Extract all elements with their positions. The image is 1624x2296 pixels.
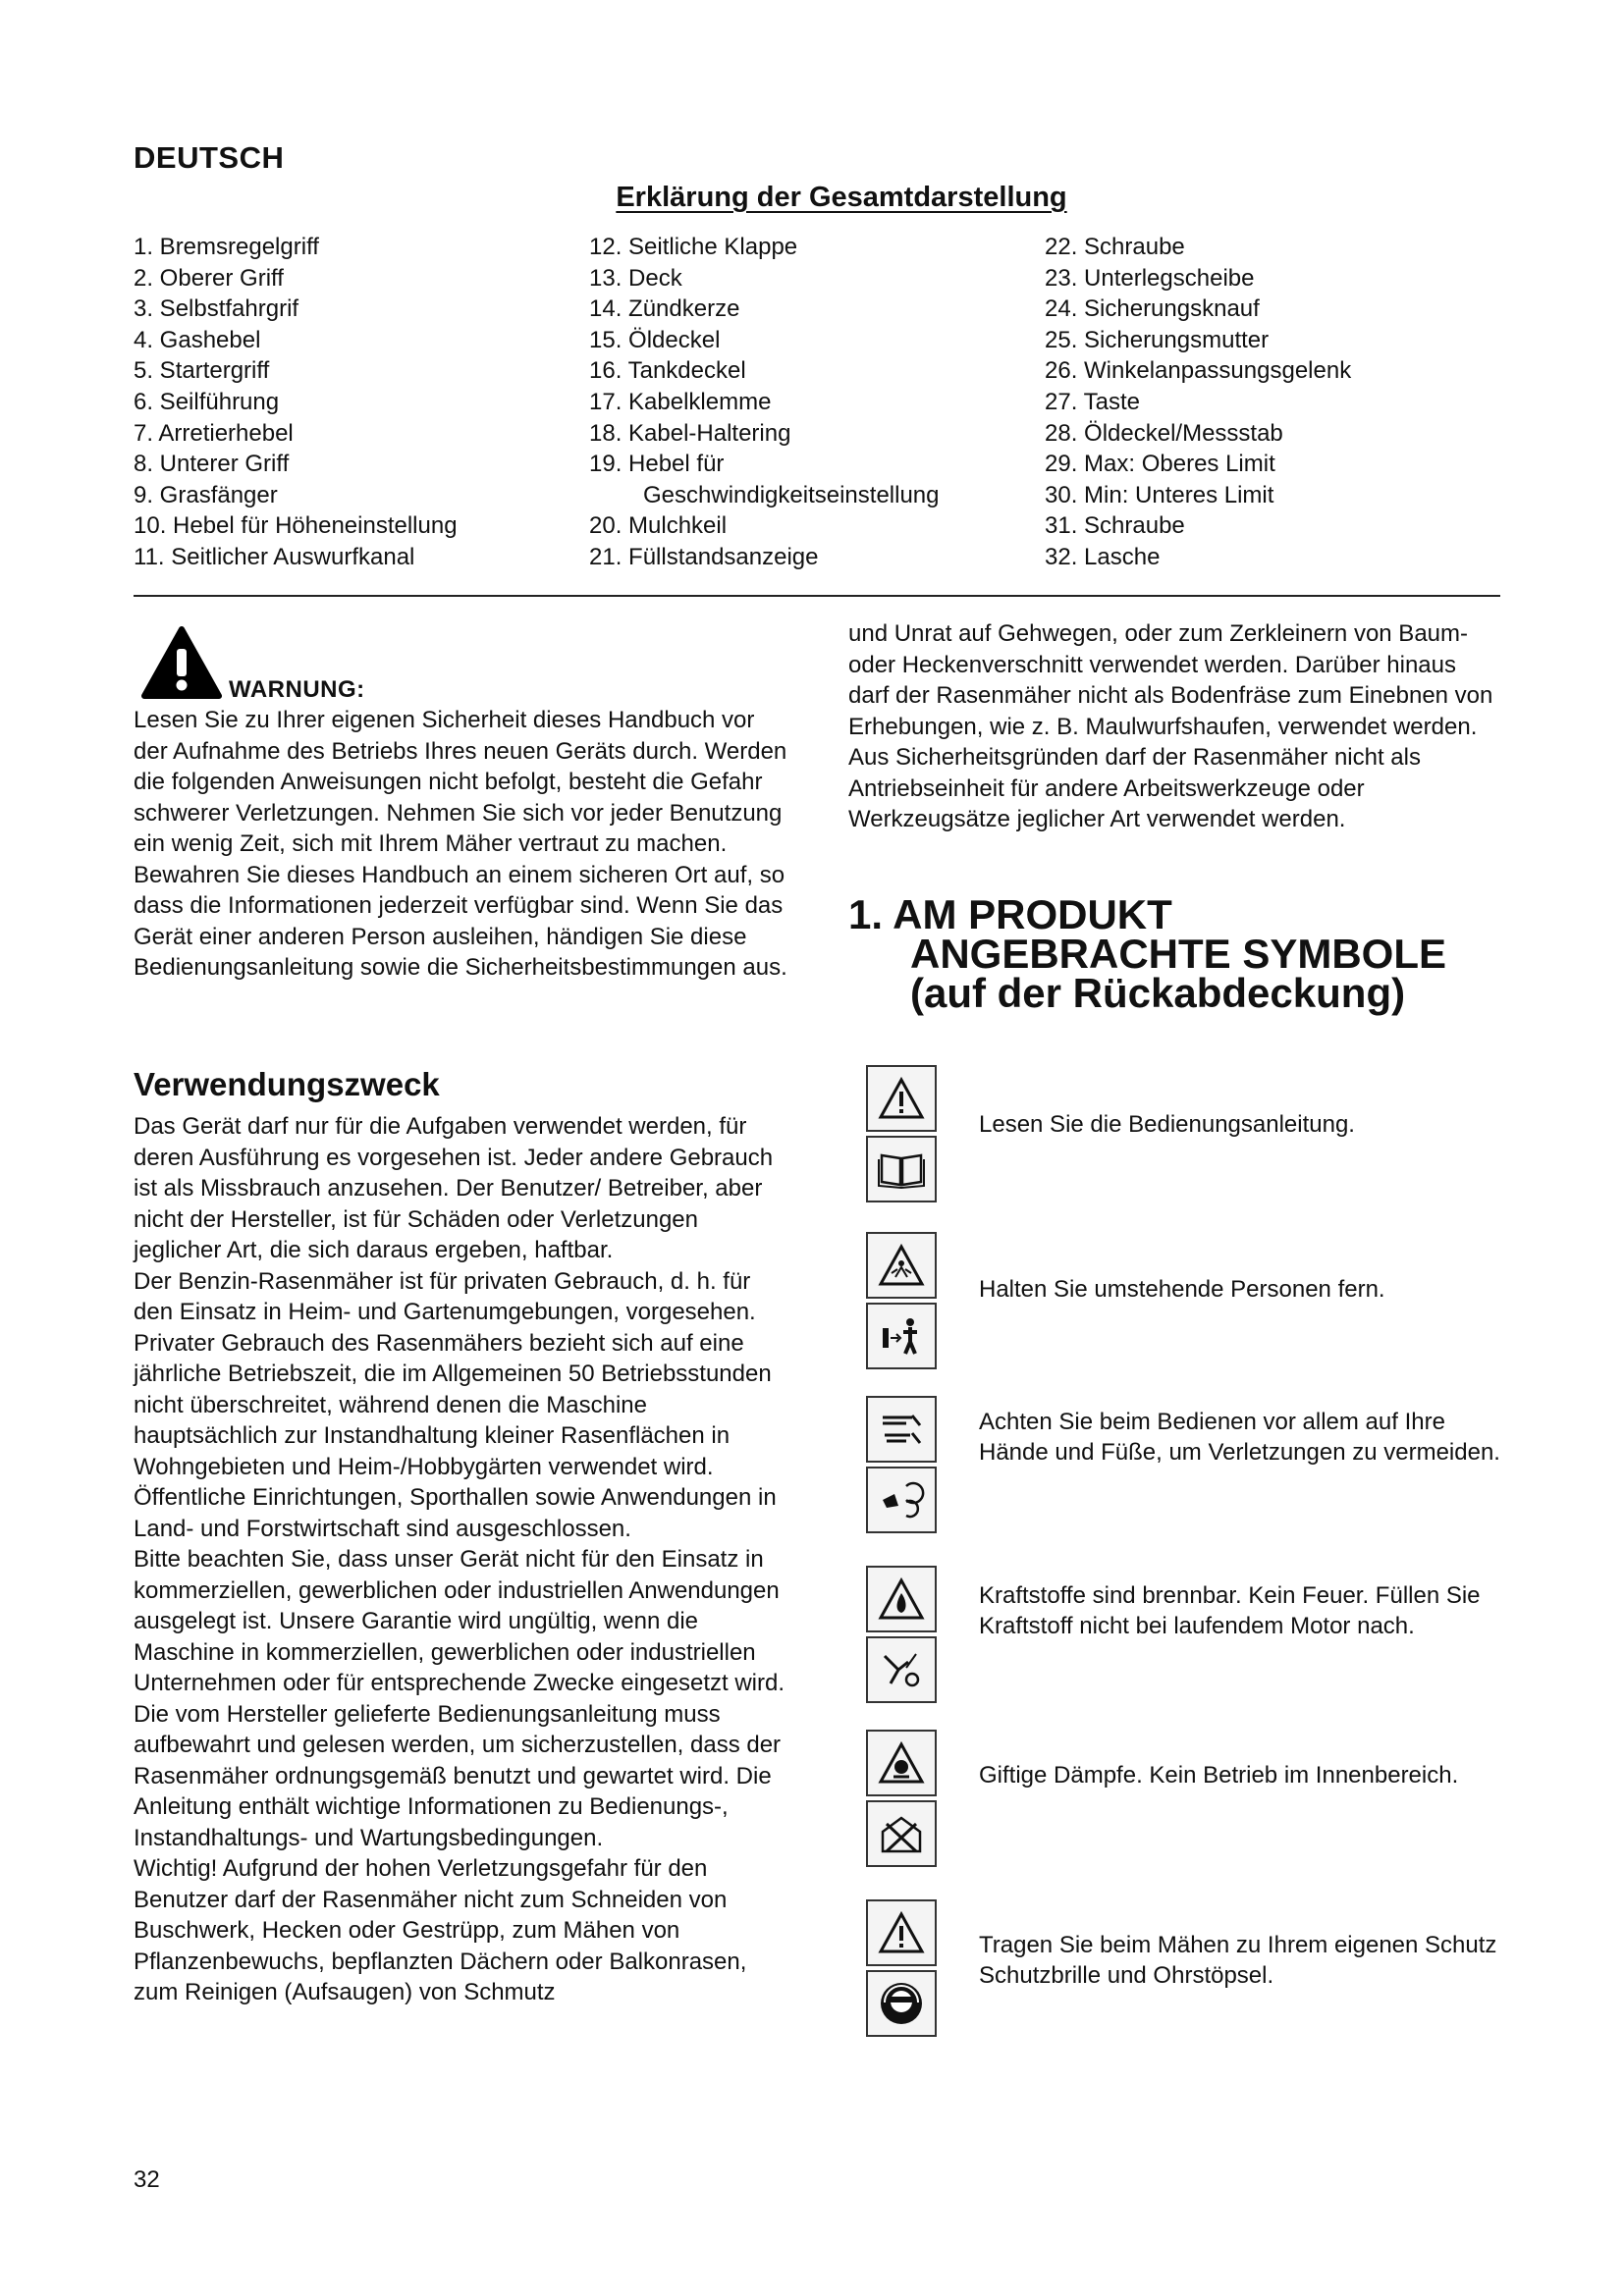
legend-item: 21. Füllstandsanzeige [589, 543, 819, 570]
legend-item: 8. Unterer Griff [134, 451, 290, 478]
usage-continued [848, 618, 1501, 835]
legend-item: 5. Startergriff [134, 357, 270, 385]
symbol-toxic-fumes [866, 1730, 937, 1871]
legend-title: Erklärung der Gesamtdarstellung [616, 182, 1067, 213]
usage-paragraph: Der Benzin-Rasenmäher ist für privaten Gebrauch, d. h. für den Einsatz in Heim- und Gartenumgebungen, vorgesehen. Privater Gebrauch des Rasenmähers bezieht sich auf eine jährliche Betriebszeit, die im Allgemeinen 50 Betriebsstunden nicht überschreitet, während denen die Maschine hauptsächlich zur Instandhaltung kleiner Rasenflächen in Wohngebieten und Heim-/Hobbygärten verwendet wird. Öffentliche Einrichtungen, Sporthallen sowie Anwendungen in Land- und Forstwirtschaft sind ausgeschlossen. [134, 1267, 777, 1542]
foot-cut-icon [866, 1467, 937, 1533]
symbol-text: Halten Sie umstehende Personen fern. [979, 1276, 1385, 1303]
legend-item: 20. Mulchkeil [589, 512, 728, 540]
warning-triangle-icon [866, 1899, 937, 1966]
symbol-bystanders [866, 1232, 937, 1373]
toxic-fumes-warning-icon [866, 1730, 937, 1796]
legend-column-1 [134, 232, 458, 573]
usage-paragraph: Wichtig! Aufgrund der hohen Verletzungsgefahr für den Benutzer darf der Rasenmäher nicht zum Schneiden von Buschwerk, Hecken oder Gestrüpp, zum Mähen von Pflanzenbewuchs, bepflanzten Dächern oder Balkonrasen, zum Reinigen (Aufsaugen) von Schmutz [134, 1855, 747, 2005]
legend-item: 31. Schraube [1045, 512, 1185, 540]
symbol-hands-feet [866, 1396, 937, 1537]
hand-cut-icon [866, 1396, 937, 1463]
legend-item: 26. Winkelanpassungsgelenk [1045, 357, 1352, 385]
legend-column-3 [1045, 232, 1351, 573]
legend-item: 17. Kabelklemme [589, 388, 772, 415]
legend-item: 25. Sicherungsmutter [1045, 326, 1270, 353]
legend-item: 19. Hebel für [589, 451, 725, 478]
book-icon [866, 1136, 937, 1202]
symbol-text: Lesen Sie die Bedienungsanleitung. [979, 1111, 1355, 1138]
fuel-can-icon [866, 1636, 937, 1703]
legend-item: 13. Deck [589, 264, 682, 292]
legend-item: 2. Oberer Griff [134, 264, 284, 292]
warning-label: WARNUNG: [229, 676, 365, 703]
legend-column-2 [589, 232, 940, 573]
warning-text: Lesen Sie zu Ihrer eigenen Sicherheit dieses Handbuch vor der Aufnahme des Betriebs Ihres neuen Geräts durch. Werden die folgenden Anweisungen nicht befolgt, besteht die Gefahr schwerer Verletzungen. Nehmen Sie sich vor jeder Benutzung ein wenig Zeit, sich mit Ihrem Mäher vertraut zu machen. Bewahren Sie dieses Handbuch an einem sicheren Ort auf, so dass die Informationen jederzeit verfügbar sind. Wenn Sie das Gerät einer anderen Person ausleihen, händigen Sie diese Bedienungsanleitung sowie die Sicherheitsbestimmungen aus. [134, 707, 787, 981]
legend-item: 28. Öldeckel/Messstab [1045, 419, 1283, 447]
usage-paragraph: Aus Sicherheitsgründen darf der Rasenmäher nicht als Antriebseinheit für andere Arbeitswerkzeuge oder Werkzeugsätze jeglicher Art verwendet werden. [848, 744, 1421, 832]
legend-item: 7. Arretierhebel [134, 419, 294, 447]
usage-body [134, 1111, 791, 2008]
legend-item: 16. Tankdeckel [589, 357, 746, 385]
symbol-text: Tragen Sie beim Mähen zu Ihrem eigenen Schutz Schutzbrille und Ohrstöpsel. [979, 1932, 1497, 1989]
usage-paragraph: und Unrat auf Gehwegen, oder zum Zerkleinern von Baum- oder Heckenverschnitt verwendet werden. Darüber hinaus darf der Rasenmäher nicht als Bodenfräse zum Einebnen von Erhebungen, wie z. B. Maulwurfshaufen, verwendet werden. [848, 620, 1493, 740]
thrown-objects-warning-icon [866, 1232, 937, 1299]
legend-item-continuation: Geschwindigkeitseinstellung [643, 481, 940, 508]
legend-item: 27. Taste [1045, 388, 1140, 415]
legend-item: 3. Selbstfahrgrif [134, 295, 299, 323]
usage-heading: Verwendungszweck [134, 1066, 440, 1102]
legend-item: 32. Lasche [1045, 543, 1161, 570]
person-distance-icon [866, 1303, 937, 1369]
symbol-fuel [866, 1566, 937, 1707]
legend-item: 29. Max: Oberes Limit [1045, 451, 1275, 478]
legend-item: 22. Schraube [1045, 234, 1185, 260]
symbol-text: Kraftstoffe sind brennbar. Kein Feuer. Füllen Sie Kraftstoff nicht bei laufendem Motor nach. [979, 1582, 1481, 1639]
symbol-protection [866, 1899, 937, 2041]
symbol-read-manual [866, 1065, 937, 1206]
legend-item: 6. Seilführung [134, 388, 280, 415]
legend-item: 14. Zündkerze [589, 295, 740, 323]
legend-item: 9. Grasfänger [134, 481, 278, 508]
section-1-heading: 1. AM PRODUKT ANGEBRACHTE SYMBOLE (auf der Rückabdeckung) [848, 891, 1447, 1016]
legend-item: 11. Seitlicher Auswurfkanal [134, 543, 415, 570]
page-number: 32 [134, 2166, 160, 2193]
warning-triangle-icon [866, 1065, 937, 1132]
legend-item: 12. Seitliche Klappe [589, 234, 798, 260]
fire-warning-icon [866, 1566, 937, 1632]
section-divider [134, 595, 1500, 597]
legend-item: 10. Hebel für Höheneinstellung [134, 512, 458, 540]
language-heading: DEUTSCH [134, 140, 285, 175]
no-indoor-operation-icon [866, 1800, 937, 1867]
legend-item: 30. Min: Unteres Limit [1045, 481, 1274, 508]
usage-paragraph: Das Gerät darf nur für die Aufgaben verwendet werden, für deren Ausführung es vorgesehen ist. Jeder andere Gebrauch ist als Missbrauch anzusehen. Der Benutzer/ Betreiber, aber nicht der Hersteller, ist für Schäden oder Verletzungen jeglicher Art, die sich daraus ergeben, haftbar. [134, 1113, 774, 1263]
legend-item: 24. Sicherungsknauf [1045, 295, 1260, 323]
symbol-text: Giftige Dämpfe. Kein Betrieb im Innenbereich. [979, 1762, 1459, 1789]
legend-item: 4. Gashebel [134, 326, 261, 353]
legend-item: 15. Öldeckel [589, 326, 721, 353]
usage-paragraph: Bitte beachten Sie, dass unser Gerät nicht für den Einsatz in kommerziellen, gewerblichen oder industriellen Anwendungen ausgelegt ist. Unsere Garantie wird ungültig, wenn die Maschine in kommerziellen, gewerblichen oder industriellen Unternehmen oder für entsprechende Zwecke eingesetzt wird. Die vom Hersteller gelieferte Bedienungsanleitung muss aufbewahrt und gelesen werden, um sicherzustellen, dass der Rasenmäher ordnungsgemäß benutzt und gewartet wird. Die Anleitung enthält wichtige Informationen zu Bedienungs-, Instandhaltungs- und Wartungsbedingungen. [134, 1546, 785, 1851]
eye-ear-protection-icon [866, 1970, 937, 2037]
legend-item: 23. Unterlegscheibe [1045, 264, 1255, 292]
symbol-text: Achten Sie beim Bedienen vor allem auf Ihre Hände und Füße, um Verletzungen zu vermeiden. [979, 1409, 1500, 1466]
legend-item: 18. Kabel-Haltering [589, 419, 791, 447]
legend-item: 1. Bremsregelgriff [134, 234, 319, 260]
warning-triangle-icon [140, 625, 223, 705]
